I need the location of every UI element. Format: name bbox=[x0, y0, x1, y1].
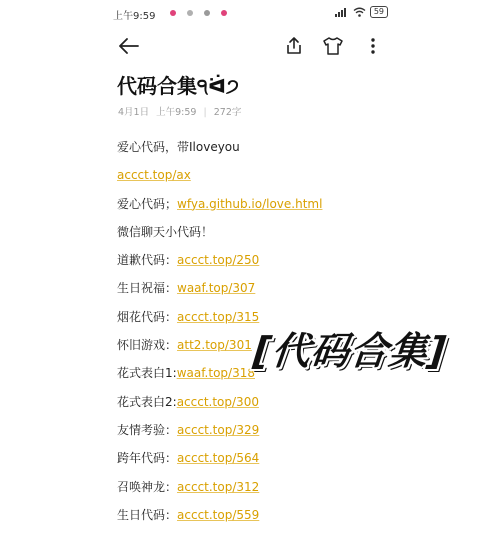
line-link[interactable]: att2.top/301 bbox=[177, 338, 252, 353]
line-label: 生日代码： bbox=[117, 507, 178, 522]
notification-dot bbox=[187, 10, 193, 16]
line-link[interactable]: waaf.top/318 bbox=[176, 366, 255, 381]
arrow-left-icon[interactable] bbox=[118, 36, 140, 56]
overlay-banner bbox=[251, 320, 489, 380]
status-icons bbox=[335, 6, 388, 18]
line-link[interactable]: waaf.top/307 bbox=[177, 281, 256, 296]
line-link[interactable]: accct.top/329 bbox=[177, 422, 260, 437]
notification-dot bbox=[204, 10, 210, 16]
line-link[interactable]: accct.top/250 bbox=[177, 253, 260, 268]
line-link[interactable]: accct.top/312 bbox=[177, 479, 260, 494]
status-time: 上午9:59 bbox=[113, 11, 156, 22]
note-line bbox=[117, 137, 477, 165]
line-link[interactable]: accct.top/564 bbox=[177, 451, 260, 466]
note-line bbox=[117, 448, 477, 476]
note-line bbox=[117, 278, 477, 306]
line-link[interactable]: accct.top/300 bbox=[176, 394, 259, 409]
share-icon[interactable] bbox=[284, 36, 304, 56]
line-link[interactable]: accct.top/ax bbox=[117, 168, 191, 183]
note-line bbox=[117, 505, 477, 533]
line-label: 友情考验： bbox=[117, 422, 178, 437]
line-label: 花式表白1: bbox=[117, 366, 177, 381]
tshirt-icon[interactable] bbox=[322, 36, 344, 56]
line-label: 召唤神龙： bbox=[117, 479, 178, 494]
meta-separator: | bbox=[203, 107, 207, 118]
line-label: 烟花代码： bbox=[117, 309, 178, 324]
line-label: 生日祝福： bbox=[117, 281, 178, 296]
line-label: 道歉代码： bbox=[117, 253, 178, 268]
note-line bbox=[117, 477, 477, 505]
note-line bbox=[117, 222, 477, 250]
line-label: 爱心代码； bbox=[117, 196, 178, 211]
line-label: 爱心代码，带Iloveyou bbox=[117, 140, 240, 154]
more-vertical-icon[interactable] bbox=[363, 36, 383, 56]
line-link[interactable]: accct.top/559 bbox=[177, 507, 260, 522]
line-label: 跨年代码： bbox=[117, 451, 178, 466]
note-meta bbox=[118, 104, 241, 118]
note-toolbar bbox=[0, 28, 500, 64]
note-title[interactable]: 代码合集੧ᐛ੭ bbox=[117, 74, 239, 98]
signal-icon bbox=[335, 7, 349, 17]
line-label: 怀旧游戏： bbox=[117, 338, 178, 353]
line-link[interactable]: wfya.github.io/love.html bbox=[177, 196, 323, 211]
line-label: 微信聊天小代码！ bbox=[117, 224, 214, 239]
wifi-icon bbox=[353, 7, 366, 17]
note-time: 上午9:59 bbox=[156, 107, 197, 118]
note-line bbox=[117, 392, 477, 420]
note-line bbox=[117, 194, 477, 222]
battery-icon: 59 bbox=[370, 6, 388, 18]
note-char-count: 272字 bbox=[213, 107, 242, 118]
overlay-title: [代码合集] bbox=[251, 329, 449, 373]
line-link[interactable]: accct.top/315 bbox=[177, 309, 260, 324]
status-bar bbox=[0, 0, 500, 26]
notification-dots bbox=[170, 10, 227, 16]
line-label: 花式表白2: bbox=[117, 394, 177, 409]
notification-dot bbox=[170, 10, 176, 16]
note-line bbox=[117, 420, 477, 448]
note-line bbox=[117, 165, 477, 193]
note-date: 4月1日 bbox=[118, 107, 150, 118]
notification-dot bbox=[221, 10, 227, 16]
note-line bbox=[117, 250, 477, 278]
